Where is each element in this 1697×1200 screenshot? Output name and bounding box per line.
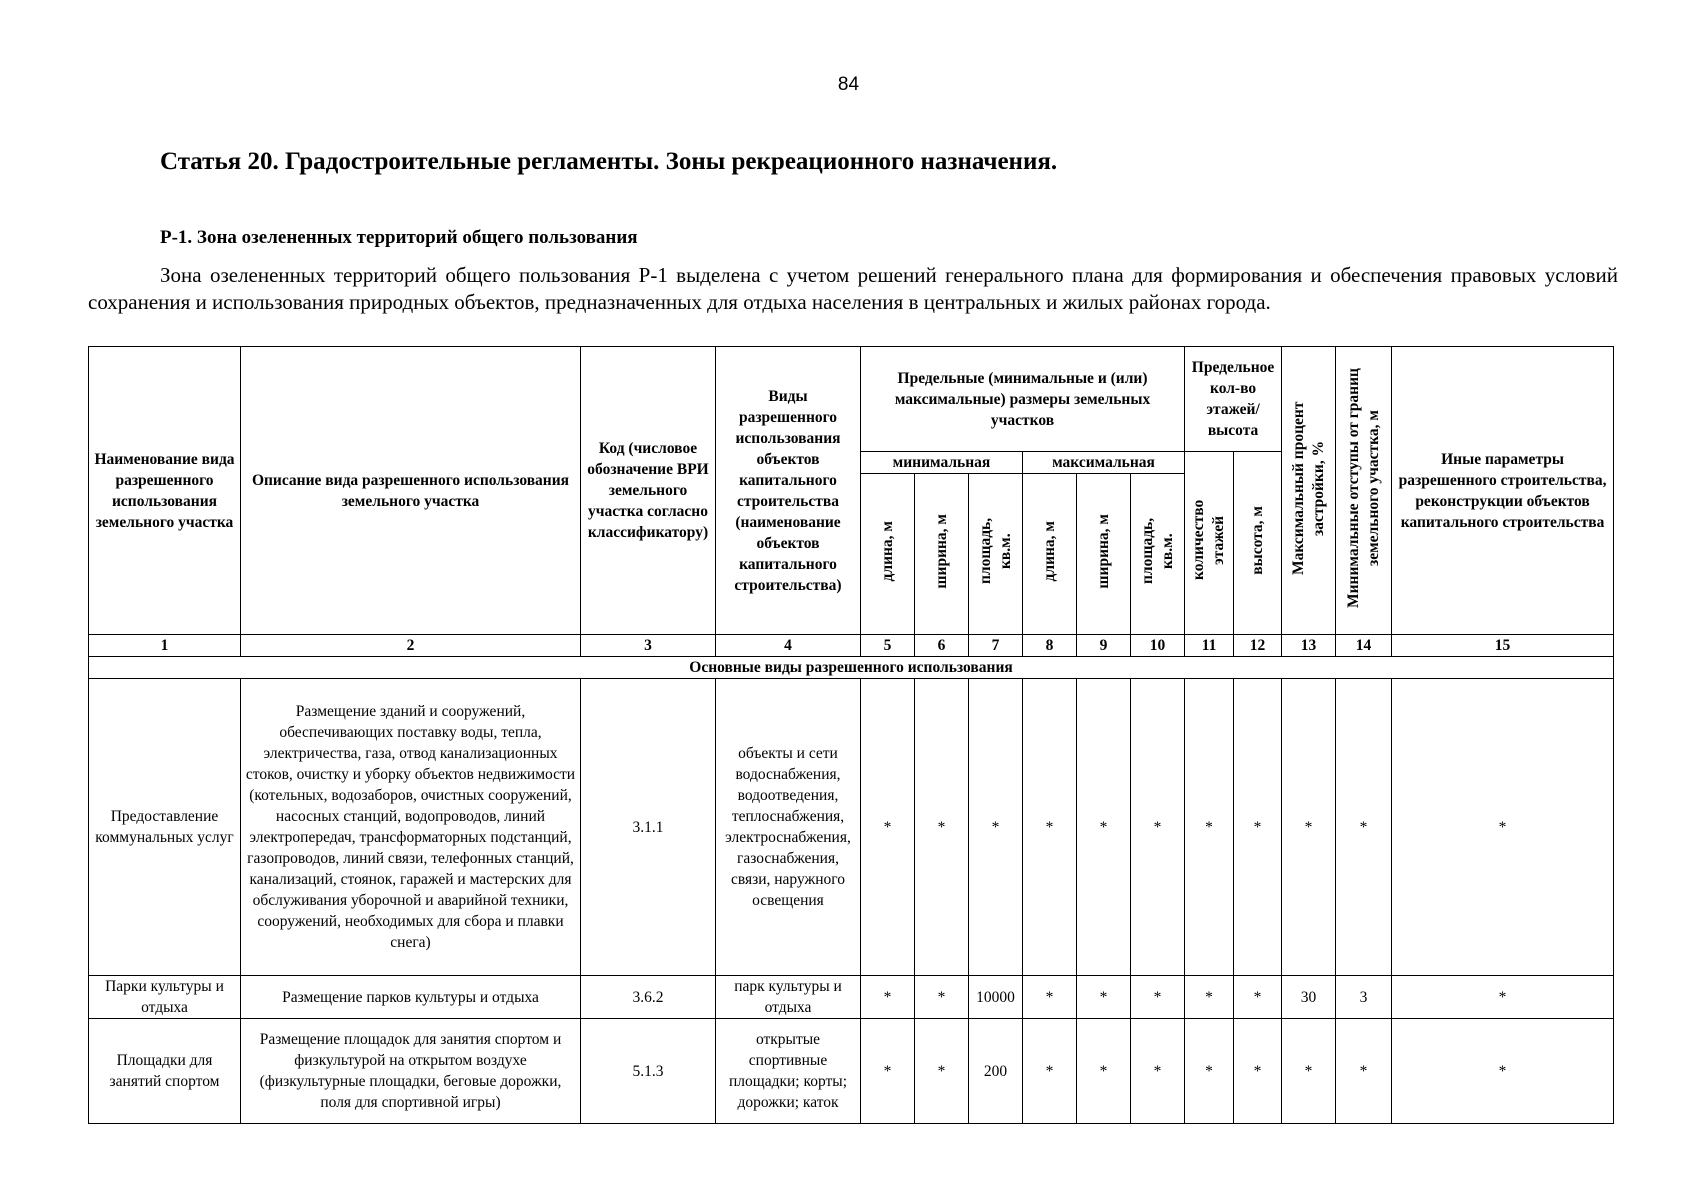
- header-max-width-text: ширина, м: [1094, 513, 1112, 589]
- header-objects: Виды разрешенного использования объектов капитального строительства (наименование объектов капитального строительства): [716, 347, 861, 635]
- header-name: Наименование вида разрешенного использования земельного участка: [89, 347, 241, 635]
- table-row: [89, 1019, 1614, 1124]
- article-title: Статья 20. Градостроительные регламенты. Зоны рекреационного назначения.: [160, 148, 1058, 175]
- header-max-width: [1077, 474, 1131, 635]
- row-max-percent: 30: [1282, 976, 1336, 1019]
- header-min-offset: [1336, 347, 1392, 635]
- column-number: 1: [89, 635, 241, 657]
- header-floors-count: [1185, 452, 1234, 635]
- header-row-1: [89, 347, 1614, 452]
- row-min-offset: *: [1336, 679, 1392, 976]
- header-min-area-text: площадь, кв.м.: [976, 517, 1014, 585]
- row-min-area: *: [969, 679, 1023, 976]
- row-min-width: *: [915, 976, 969, 1019]
- row-min-length: *: [861, 679, 915, 976]
- column-number: 13: [1282, 635, 1336, 657]
- row-height: *: [1234, 679, 1282, 976]
- row-name: Предоставление коммунальных услуг: [89, 679, 241, 976]
- row-code: 5.1.3: [581, 1019, 716, 1124]
- row-code: 3.6.2: [581, 976, 716, 1019]
- section-row: [89, 657, 1614, 679]
- regulations-table: [88, 346, 1614, 1124]
- row-max-width: *: [1077, 976, 1131, 1019]
- header-description: Описание вида разрешенного использования земельного участка: [241, 347, 581, 635]
- row-max-length: *: [1023, 1019, 1077, 1124]
- row-min-width: *: [915, 679, 969, 976]
- row-min-length: *: [861, 976, 915, 1019]
- table-row: [89, 679, 1614, 976]
- column-number: 12: [1234, 635, 1282, 657]
- column-number: 11: [1185, 635, 1234, 657]
- row-max-length: *: [1023, 679, 1077, 976]
- row-other: *: [1392, 976, 1614, 1019]
- row-max-width: *: [1077, 679, 1131, 976]
- row-objects: открытые спортивные площадки; корты; дорожки; каток: [716, 1019, 861, 1124]
- table-row: [89, 976, 1614, 1019]
- header-min-length: [861, 474, 915, 635]
- row-floors: *: [1185, 1019, 1234, 1124]
- header-max-length: [1023, 474, 1077, 635]
- header-min-width-text: ширина, м: [932, 513, 950, 589]
- row-other: *: [1392, 679, 1614, 976]
- page-number: 84: [837, 74, 860, 95]
- row-height: *: [1234, 1019, 1282, 1124]
- row-name: Парки культуры и отдыха: [89, 976, 241, 1019]
- row-max-width: *: [1077, 1019, 1131, 1124]
- column-number: 2: [241, 635, 581, 657]
- row-description: Размещение парков культуры и отдыха: [241, 976, 581, 1019]
- row-max-area: *: [1131, 976, 1185, 1019]
- row-max-area: *: [1131, 1019, 1185, 1124]
- column-number: 6: [915, 635, 969, 657]
- row-max-percent: *: [1282, 679, 1336, 976]
- row-max-percent: *: [1282, 1019, 1336, 1124]
- row-max-length: *: [1023, 976, 1077, 1019]
- row-min-width: *: [915, 1019, 969, 1124]
- row-other: *: [1392, 1019, 1614, 1124]
- header-max-percent-text: Максимальный процент застройки, %: [1289, 400, 1327, 575]
- column-number: 15: [1392, 635, 1614, 657]
- row-min-length: *: [861, 1019, 915, 1124]
- header-code: Код (числовое обозначение ВРИ земельного участка согласно классификатору): [581, 347, 716, 635]
- row-floors: *: [1185, 976, 1234, 1019]
- header-max-area: [1131, 474, 1185, 635]
- column-number: 8: [1023, 635, 1077, 657]
- header-min-length-text: длина, м: [878, 520, 896, 582]
- row-code: 3.1.1: [581, 679, 716, 976]
- column-number: 14: [1336, 635, 1392, 657]
- header-max-length-text: длина, м: [1040, 520, 1058, 582]
- row-name: Площадки для занятий спортом: [89, 1019, 241, 1124]
- section-title: Основные виды разрешенного использования: [89, 657, 1614, 679]
- header-min: минимальная: [861, 452, 1023, 474]
- row-objects: парк культуры и отдыха: [716, 976, 861, 1019]
- header-max-percent: [1282, 347, 1336, 635]
- column-number: 5: [861, 635, 915, 657]
- row-floors: *: [1185, 679, 1234, 976]
- row-min-area: 200: [969, 1019, 1023, 1124]
- column-number: 7: [969, 635, 1023, 657]
- column-numbers-row: [89, 635, 1614, 657]
- header-max: максимальная: [1023, 452, 1185, 474]
- row-min-area: 10000: [969, 976, 1023, 1019]
- row-description: Размещение зданий и сооружений, обеспечивающих поставку воды, тепла, электричества, газа, отвод канализационных стоков, очистку и уборку объектов недвижимости (котельных, водозаборов, очистных сооружений, насосных станций, водопроводов, линий электропередач, трансформаторных подстанций, газопроводов, линий связи, телефонных станций, канализаций, стоянок, гаражей и мастерских для обслуживания уборочной и аварийной техники, сооружений, необходимых для сбора и плавки снега): [241, 679, 581, 976]
- zone-title: Р-1. Зона озелененных территорий общего пользования: [160, 227, 638, 248]
- row-min-offset: 3: [1336, 976, 1392, 1019]
- column-number: 4: [716, 635, 861, 657]
- column-number: 10: [1131, 635, 1185, 657]
- row-objects: объекты и сети водоснабжения, водоотведения, теплоснабжения, электроснабжения, газоснабжения, связи, наружного освещения: [716, 679, 861, 976]
- header-max-area-text: площадь, кв.м.: [1138, 517, 1176, 585]
- row-height: *: [1234, 976, 1282, 1019]
- header-min-area: [969, 474, 1023, 635]
- row-min-offset: *: [1336, 1019, 1392, 1124]
- header-min-offset-text: Минимальные отступы от границ земельного участка, м: [1344, 367, 1382, 608]
- header-sizes-group: Предельные (минимальные и (или) максимальные) размеры земельных участков: [861, 347, 1185, 452]
- column-number: 9: [1077, 635, 1131, 657]
- header-height: [1234, 452, 1282, 635]
- zone-description: Зона озелененных территорий общего пользования Р-1 выделена с учетом решений генерального плана для формирования и обеспечения правовых условий сохранения и использования природных объектов, предназначенных для отдыха населения в центральных и жилых районах города.: [88, 263, 1618, 314]
- header-other: Иные параметры разрешенного строительства, реконструкции объектов капитального строительства: [1392, 347, 1614, 635]
- row-max-area: *: [1131, 679, 1185, 976]
- column-number: 3: [581, 635, 716, 657]
- header-height-text: высота, м: [1248, 505, 1266, 575]
- header-floors-count-text: количество этажей: [1190, 499, 1228, 581]
- header-floors-group: Предельное кол-во этажей/ высота: [1185, 347, 1282, 452]
- header-min-width: [915, 474, 969, 635]
- row-description: Размещение площадок для занятия спортом и физкультурой на открытом воздухе (физкультурные площадки, беговые дорожки, поля для спортивной игры): [241, 1019, 581, 1124]
